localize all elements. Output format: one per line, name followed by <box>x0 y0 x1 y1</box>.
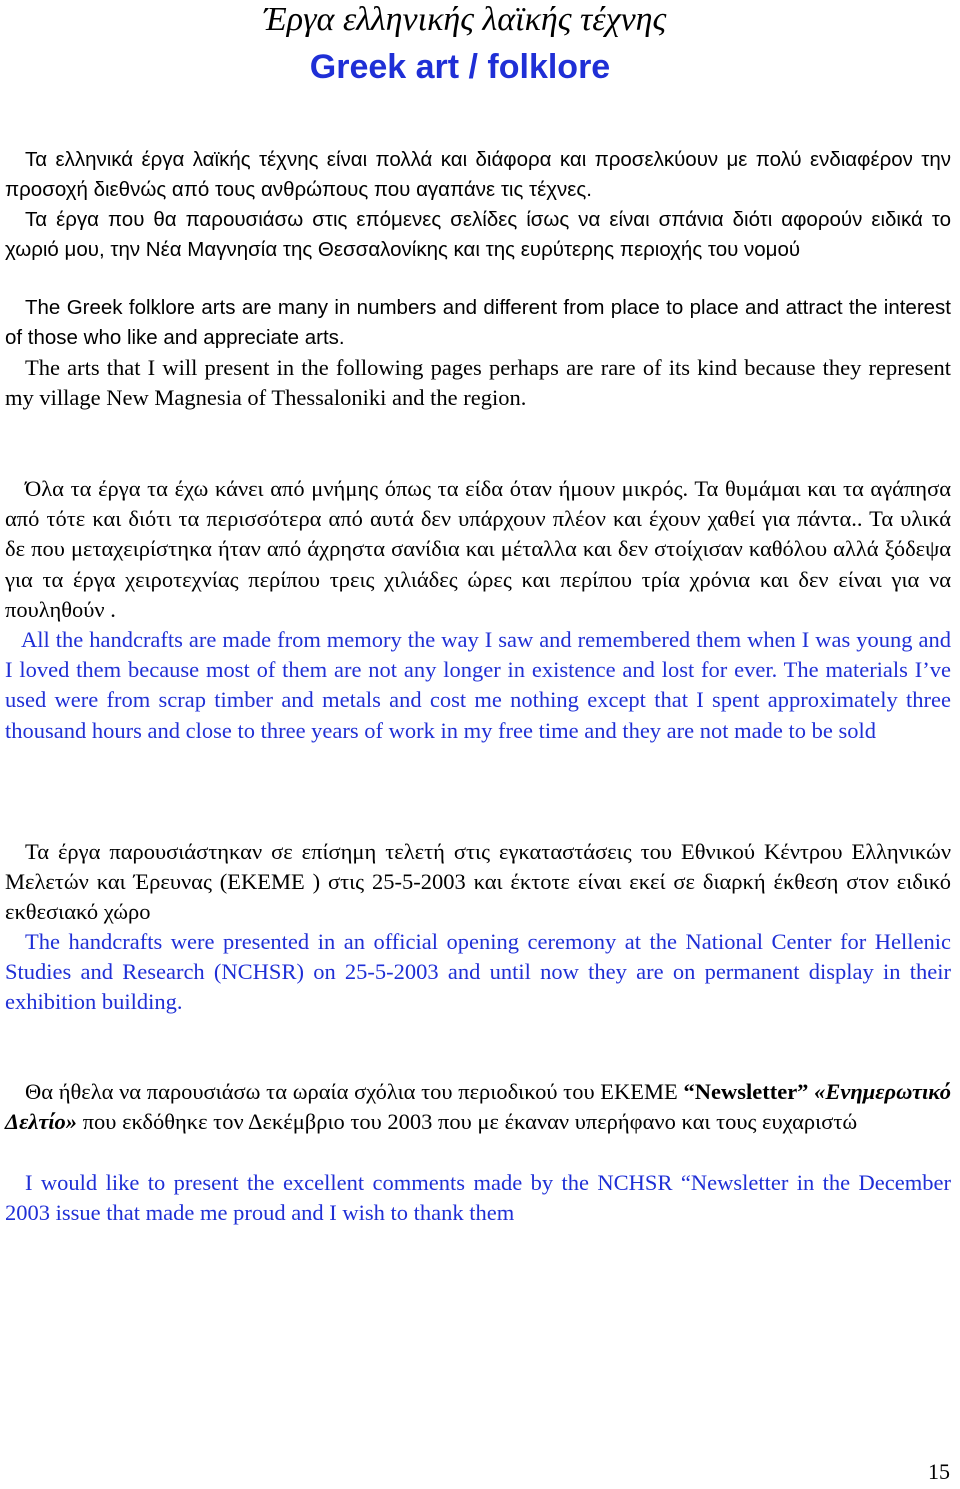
presented-greek-text: Τα έργα παρουσιάστηκαν σε επίσημη τελετή στις εγκαταστάσεις του Εθνικού Κέντρου Ελληνικών Μελετών και Έρευνας (ΕΚΕΜΕ ) στις 25-5-2003 και έκτοτε είναι εκεί σε διαρκή έκθεση στον ειδικό εκθεσιακό χώρο <box>5 839 951 925</box>
memory-greek-text: Όλα τα έργα τα έχω κάνει από μνήμης όπως τα είδα όταν ήμουν μικρός. Τα θυμάμαι και τα αγάπησα από τότε και διότι τα περισσότερα από αυτά δεν υπάρχουν πλέον και έχουν χαθεί για πάντα.. Τα υλικά δε που μεταχειρίστηκα ήταν από άχρηστα σανίδια και μέταλλα και δεν στοίχισαν καθόλου αλλά ξόδεψα για τα έργα χειροτεχνίας περίπου τρεις χιλιάδες ώρες και περίπου τρία χρόνια και δεν είναι για να πουληθούν . <box>5 476 951 622</box>
newsletter-english-paragraph <box>5 1168 951 1228</box>
title-greek: Έργα ελληνικής λαϊκής τέχνης <box>263 1 667 38</box>
bulletin-title: «Ενημερωτικό Δελτίο» <box>5 1079 951 1135</box>
page-number: 15 <box>928 1459 950 1484</box>
rare-works-english-paragraph <box>5 353 951 413</box>
newsletter-greek-paragraph <box>5 1077 951 1137</box>
presented-english-text: The handcrafts were presented in an official opening ceremony at the National Center for Hellenic Studies and Research (NCHSR) on 25-5-2003 and until now they are on permanent display in their exhibition building. <box>5 929 951 1015</box>
memory-english-text: All the handcrafts are made from memory the way I saw and remembered them when I was young and I loved them because most of them are not any longer in existence and lost for ever. The materials I’ve used were from scrap timber and metals and cost me nothing except that I spent approximately three thousand hours and close to three years of work in my free time and they are not made to be sold <box>5 627 951 743</box>
newsletter-english-text: I would like to present the excellent comments made by the NCHSR “Newsletter in the December 2003 issue that made me proud and I wish to thank them <box>5 1170 951 1226</box>
memory-english-paragraph <box>5 625 951 746</box>
newsletter-greek-lead: Θα ήθελα να παρουσιάσω τα ωραία σχόλια του περιοδικού του ΕΚΕΜΕ <box>25 1079 684 1104</box>
intro-english-text: The Greek folklore arts are many in numbers and different from place to place and attract the interest of those who like and appreciate arts. <box>5 296 951 349</box>
intro-greek-text: Τα ελληνικά έργα λαϊκής τέχνης είναι πολλά και διάφορα και προσελκύουν με πολύ ενδιαφέρον την προσοχή διεθνώς από τους ανθρώπους που αγαπάνε τις τέχνες. <box>5 148 951 201</box>
rare-works-greek-text: Τα έργα που θα παρουσιάσω στις επόμενες σελίδες ίσως να είναι σπάνια διότι αφορούν ειδικά το χωριό μου, την Νέα Μαγνησία της Θεσσαλονίκης και της ευρύτερης περιοχής του νομού <box>5 208 951 261</box>
newsletter-greek-tail: που εκδόθηκε τον Δεκέμβριο του 2003 που με έκαναν υπερήφανο και τους ευχαριστώ <box>77 1109 858 1135</box>
title-english: Greek art / folklore <box>309 48 611 86</box>
presented-english-paragraph <box>5 927 951 1018</box>
presented-greek-paragraph <box>5 837 951 928</box>
rare-works-english-text: The arts that I will present in the following pages perhaps are rare of its kind because they represent my village New Magnesia of Thessaloniki and the region. <box>5 355 951 411</box>
memory-greek-paragraph <box>5 474 951 625</box>
intro-english-paragraph <box>5 293 951 353</box>
intro-greek-paragraph <box>5 145 951 205</box>
newsletter-title: “Newsletter” <box>683 1079 809 1104</box>
rare-works-greek-paragraph <box>5 205 951 265</box>
